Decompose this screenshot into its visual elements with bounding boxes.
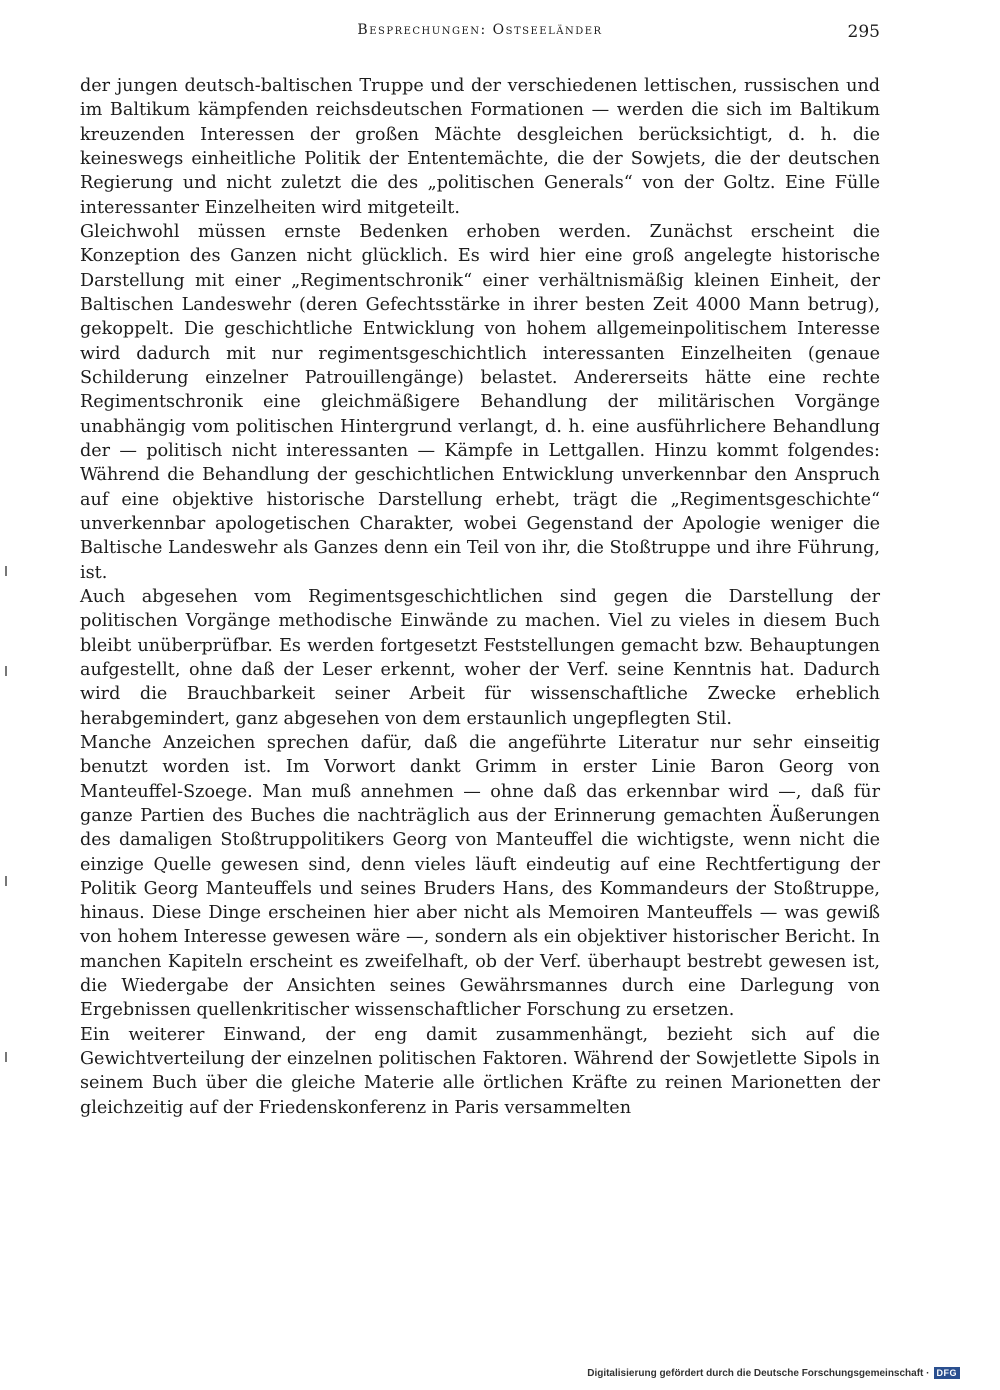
paragraph: Gleichwohl müssen ernste Bedenken erhoben werden. Zunächst erscheint die Konzeption des Ganzen nicht glücklich. Es wird hier eine groß angelegte historische Darstellung mit einer „Regimentschronik“ einer verhältnismäßig kleinen Einheit, der Baltischen Landeswehr (deren Gefechtsstärke in ihrer besten Zeit 4000 Mann betrug), gekoppelt. Die geschichtliche Entwicklung von hohem allgemeinpolitischem Interesse wird dadurch mit nur regimentsgeschichtlich interessanten Einzelheiten (genaue Schilderung einzelner Patrouillengänge) belastet. Andererseits hätte eine rechte Regimentschronik eine gleichmäßigere Behandlung der militärischen Vorgänge unabhängig vom politischen Hintergrund verlangt, d. h. eine ausführlichere Behandlung der — politisch nicht interessanten — Kämpfe in Lettgallen. Hinzu kommt folgendes: Während die Behandlung der geschichtlichen Entwicklung unverkennbar den Anspruch auf eine objektive historische Darstellung erhebt, trägt die „Regimentsgeschichte“ unverkennbar apologetischen Charakter, wobei Gegenstand der Apologie weniger die Baltische Landeswehr als Ganzes denn ein Teil von ihr, die Stoßtruppe und ihre Führung, ist. — [80, 221, 880, 583]
margin-mark — [5, 876, 7, 886]
paragraph: der jungen deutsch-baltischen Truppe und der verschiedenen lettischen, russischen und im Baltikum kämpfenden reichsdeutschen Formationen — werden die sich im Baltikum kreuzenden Interessen der großen Mächte desgleichen berücksichtigt, d. h. die keineswegs einheitliche Politik der Ententemächte, die der Sowjets, die der deutschen Regierung und nicht zuletzt die des „politischen Generals“ von der Goltz. Eine Fülle interessanter Einzelheiten wird mitgeteilt. — [80, 76, 880, 218]
running-title: Besprechungen: Ostseeländer — [357, 22, 603, 38]
paragraph: Ein weiterer Einwand, der eng damit zusammenhängt, bezieht sich auf die Gewichtverteilung der einzelnen politischen Faktoren. Während der Sowjetlette Sipols in seinem Buch über die gleiche Materie alle örtlichen Kräfte zu reinen Marionetten der gleichzeitig auf der Friedenskonferenz in Paris versammelten — [80, 1024, 880, 1118]
page-header — [80, 22, 880, 46]
paragraph: Manche Anzeichen sprechen dafür, daß die angeführte Literatur nur sehr einseitig benutzt worden ist. Im Vorwort dankt Grimm in erster Linie Baron Georg von Manteuffel-Szoege. Man muß annehmen — ohne daß das erkennbar wird —, daß für ganze Partien des Buches die nachträglich aus der Erinnerung gemachten Äußerungen des damaligen Stoßtruppolitikers Georg von Manteuffel die wichtigste, wenn nicht die einzige Quelle gewesen sind, denn vieles läuft eindeutig auf eine Rechtfertigung der Politik Georg Manteuffels und seines Bruders Hans, des Kommandeurs der Stoßtruppe, hinaus. Diese Dinge erscheinen hier aber nicht als Memoiren Manteuffels — was gewiß von hohem Interesse gewesen wäre —, sondern als ein objektiver historischer Bericht. In manchen Kapiteln erscheint es zweifelhaft, ob der Verf. überhaupt bestrebt gewesen ist, die Wiedergabe der Ansichten seines Gewährsmannes durch eine Darlegung von Ergebnissen quellenkritischer wissenschaftlicher Forschung zu ersetzen. — [80, 732, 880, 1021]
margin-mark — [5, 1052, 7, 1062]
margin-mark — [5, 666, 7, 676]
margin-mark — [5, 566, 7, 576]
digitization-credit: Digitalisierung gefördert durch die Deutsche Forschungsgemeinschaft · — [587, 1367, 930, 1379]
dfg-logo: DFG — [934, 1367, 961, 1379]
paragraph: Auch abgesehen vom Regimentsgeschichtlichen sind gegen die Darstellung der politischen Vorgänge methodische Einwände zu machen. Viel zu vieles in diesem Buch bleibt unüberprüfbar. Es werden fortgesetzt Feststellungen gemacht bzw. Behauptungen aufgestellt, ohne daß der Leser erkennt, woher der Verf. seine Kenntnis hat. Dadurch wird die Brauchbarkeit seiner Arbeit für wissenschaftliche Zwecke erheblich herabgemindert, ganz abgesehen von dem erstaunlich ungepflegten Stil. — [80, 586, 880, 729]
body-text — [80, 74, 880, 1120]
page-number: 295 — [847, 22, 880, 42]
digitization-footer — [587, 1366, 960, 1380]
scan-margin-marks — [0, 0, 14, 1390]
